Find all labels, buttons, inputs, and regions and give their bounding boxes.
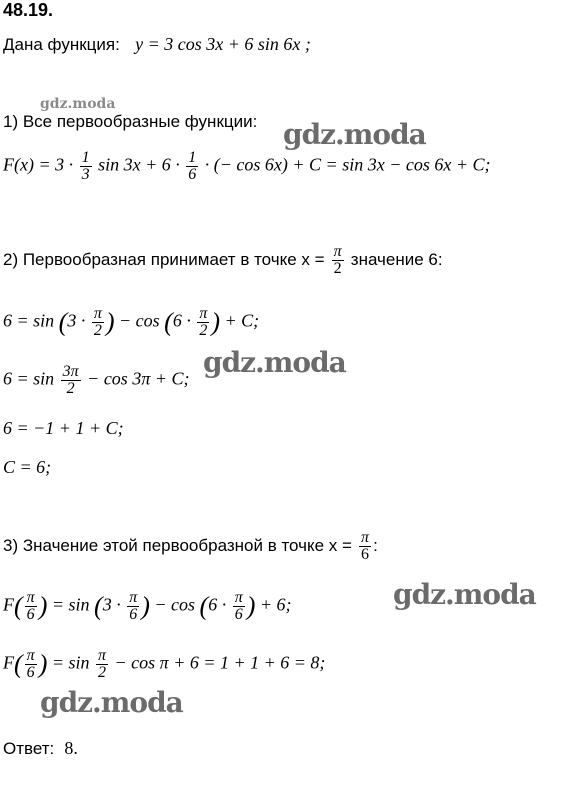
watermark-3: gdz.moda: [393, 578, 536, 611]
step1-mid1: sin 3x + 6 ·: [98, 154, 180, 175]
step2-line1-e: + C;: [224, 310, 260, 331]
watermark-1: gdz.moda: [283, 118, 426, 151]
step3-line1-frac2-num: π: [234, 589, 243, 606]
step2-label-before: 2) Первообразная принимает в точке x =: [3, 250, 325, 269]
step1-lhs: F(x) = 3 ·: [3, 154, 74, 175]
step2-line1-a: 6 = sin: [3, 310, 55, 331]
intro-label: Дана функция:: [3, 35, 120, 54]
step2-line1-c: − cos: [119, 310, 160, 331]
step3-line2-frac0: [25, 648, 37, 681]
paren-open: (: [94, 591, 103, 621]
step2-line2-frac-den: 2: [66, 380, 75, 397]
step1-frac2: [186, 150, 198, 183]
step2-line2: [3, 364, 189, 397]
step3-line1-a: F: [3, 594, 14, 615]
step2-line1-frac1-den: 2: [93, 322, 102, 339]
step3-line1-e: 6 ·: [208, 594, 227, 615]
step3-line1-frac0-num: π: [26, 589, 35, 606]
paren-close: ): [105, 307, 115, 337]
step3-line1-frac1-den: 6: [129, 606, 138, 623]
intro-formula: y = 3 cos 3x + 6 sin 6x ;: [135, 34, 311, 54]
step2-frac-num: π: [333, 243, 342, 260]
step3-line2: [3, 648, 325, 681]
step3-line1-frac2: [233, 590, 245, 623]
step1-frac2-num: 1: [188, 149, 197, 166]
step2-line2-b: − cos 3π + C;: [87, 368, 190, 389]
step3-frac-den: 6: [361, 546, 370, 563]
step3-line2-frac1: [96, 648, 108, 681]
step2-label: [3, 244, 443, 277]
paren-close: ): [38, 649, 48, 679]
step2-line1-frac2-num: π: [199, 305, 208, 322]
step2-label-after: значение 6:: [350, 250, 443, 269]
step3-line1-frac1: [127, 590, 139, 623]
answer-line: [3, 738, 78, 759]
watermark-2: gdz.moda: [203, 346, 346, 379]
step2-line3: 6 = −1 + 1 + C;: [3, 418, 124, 438]
step3-line1-frac2-den: 6: [234, 606, 243, 623]
paren-open: (: [58, 307, 68, 337]
step2-line1-d: 6 ·: [172, 310, 191, 331]
step1-mid2: · (− cos 6x) + C = sin 3x − cos 6x + C;: [204, 154, 491, 175]
step3-frac-num: π: [361, 529, 370, 546]
step1-frac2-den: 6: [188, 166, 197, 183]
step3-line1-c: 3 ·: [102, 594, 121, 615]
paren-close: ): [38, 591, 48, 621]
step1-frac1-den: 3: [81, 166, 90, 183]
step3-line2-frac1-den: 2: [98, 664, 107, 681]
step3-line1-frac0: [25, 590, 37, 623]
paren-close: ): [141, 591, 150, 621]
step3-label: [3, 530, 378, 563]
paren-open: (: [199, 591, 209, 621]
step2-line2-frac: [61, 364, 81, 397]
step2-line1-b: 3 ·: [67, 310, 86, 331]
paren-close: ): [246, 591, 256, 621]
step3-line1-b: = sin: [51, 594, 90, 615]
step3-line2-a: F: [3, 652, 14, 673]
step3-line1-d: − cos: [154, 594, 196, 615]
step2-line1: [3, 306, 259, 339]
step3-line2-frac0-num: π: [26, 647, 35, 664]
answer-value: 8.: [64, 738, 78, 758]
step2-line1-frac2-den: 2: [199, 322, 208, 339]
step2-line4: C = 6;: [3, 457, 52, 477]
step3-label-after: :: [373, 536, 378, 555]
step3-line1-f: + 6;: [259, 594, 292, 615]
step3-label-before: 3) Значение этой первообразной в точке x =: [3, 536, 352, 555]
step3-line1-frac1-num: π: [129, 589, 138, 606]
step3-line2-c: − cos π + 6 = 1 + 1 + 6 = 8;: [114, 652, 326, 673]
answer-label: Ответ:: [3, 739, 55, 758]
step2-frac: [332, 244, 344, 277]
step3-line2-frac1-num: π: [98, 647, 107, 664]
paren-open: (: [14, 591, 23, 621]
paren-open: (: [14, 649, 23, 679]
step3-line1: [3, 590, 292, 623]
step2-line1-frac1-num: π: [93, 305, 102, 322]
step2-line1-frac1: [92, 306, 104, 339]
step1-frac1: [80, 150, 92, 183]
paren-open: (: [164, 307, 173, 337]
paren-close: ): [211, 307, 221, 337]
step1-label: 1) Все первообразные функции:: [3, 112, 258, 131]
step2-line2-frac-num: 3π: [62, 363, 79, 380]
step2-frac-den: 2: [333, 260, 342, 277]
watermark-4: gdz.moda: [40, 686, 183, 719]
step3-line2-b: = sin: [51, 652, 90, 673]
step1-frac1-num: 1: [81, 149, 90, 166]
step2-line2-a: 6 = sin: [3, 368, 55, 389]
intro-line: [3, 34, 311, 55]
step2-line1-frac2: [197, 306, 209, 339]
step3-frac: [359, 530, 371, 563]
step1-formula: [3, 150, 490, 183]
problem-number: 48.19.: [3, 0, 54, 20]
step3-line2-frac0-den: 6: [26, 664, 35, 681]
step3-line1-frac0-den: 6: [26, 606, 35, 623]
watermark-small: gdz.moda: [40, 96, 116, 112]
